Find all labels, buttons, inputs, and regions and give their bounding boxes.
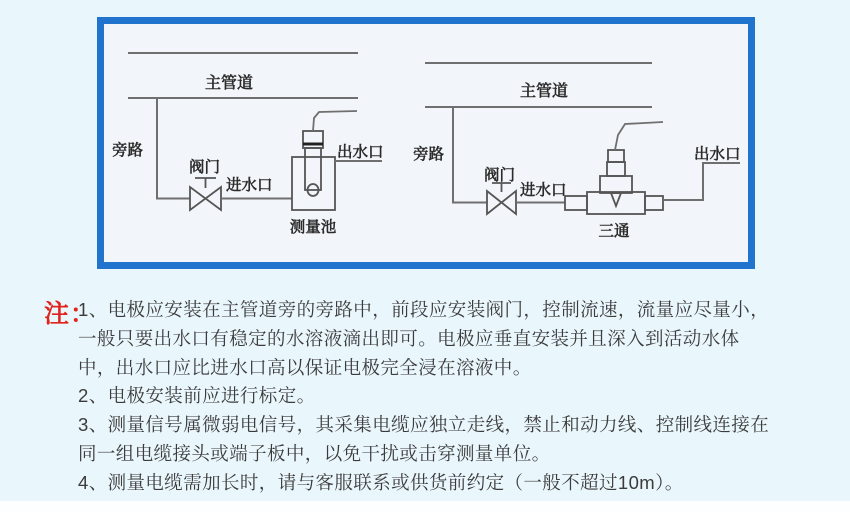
right-vessel-label: 三通 — [598, 223, 630, 240]
right-valve-left-triangle — [487, 191, 502, 214]
left-vessel-label: 测量池 — [289, 219, 337, 236]
right-valve-label: 阀门 — [484, 167, 516, 184]
left-valve-label: 阀门 — [189, 159, 221, 176]
left-electrode-icon — [303, 131, 323, 196]
tee-branch-collar — [600, 176, 632, 193]
left-outlet-label: 出水口 — [337, 144, 384, 161]
right-electrode-cap — [608, 150, 624, 162]
right-valve-right-triangle — [502, 191, 517, 214]
left-bypass-label: 旁路 — [112, 142, 144, 159]
right-bypass-label: 旁路 — [413, 146, 445, 163]
left-valve-icon — [190, 178, 221, 210]
note-line: 1、电极应安装在主管道旁的旁路中，前段应安装阀门，控制流速，流量应尽量小， — [78, 299, 770, 320]
left-valve-right-triangle — [206, 187, 222, 210]
right-diagram — [413, 63, 741, 240]
right-inlet-label: 进水口 — [520, 182, 567, 199]
left-main-pipe-label: 主管道 — [204, 75, 254, 92]
note-marker: 注： — [44, 300, 97, 328]
right-tee-icon — [565, 176, 663, 214]
tee-right-flange — [645, 196, 663, 210]
bottom-strip — [0, 501, 850, 512]
right-electrode-cable — [615, 122, 663, 150]
note-line: 4、测量电缆需加长时，请与客服联系或供货前约定（一般不超过10m）。 — [78, 471, 684, 493]
note-line: 中，出水口应比进水口高以保证电极完全浸在溶液中。 — [78, 356, 532, 378]
right-main-pipe-label: 主管道 — [519, 83, 569, 100]
left-bypass-pipe — [157, 98, 190, 199]
note-line: 3、测量信号属微弱电信号，其采集电缆应独立走线，禁止和动力线、控制线连接在 — [78, 414, 770, 436]
note-line: 一般只要出水口有稳定的水溶液滴出即可。电极应垂直安装并且深入到活动水体 — [78, 327, 740, 349]
right-valve-icon — [487, 183, 516, 214]
installation-notes — [78, 296, 840, 498]
tee-body — [587, 192, 645, 214]
installation-diagram — [104, 24, 748, 262]
left-diagram — [112, 53, 384, 236]
note-line: 2、电极安装前应进行标定。 — [78, 385, 316, 407]
right-outlet-label: 出水口 — [694, 146, 741, 163]
right-electrode-icon — [607, 150, 625, 176]
left-electrode-cable — [313, 111, 357, 131]
right-outlet-pipe — [663, 163, 740, 200]
note-line: 同一组电缆接头或端子板中，以免干扰或击穿测量单位。 — [78, 442, 551, 464]
left-inlet-label: 进水口 — [226, 177, 273, 194]
left-valve-left-triangle — [190, 187, 206, 210]
installation-diagram-panel — [97, 17, 755, 269]
right-bypass-pipe — [453, 107, 487, 203]
tee-left-flange — [565, 196, 587, 210]
right-electrode-tip — [611, 193, 621, 206]
right-electrode-body — [607, 162, 625, 176]
